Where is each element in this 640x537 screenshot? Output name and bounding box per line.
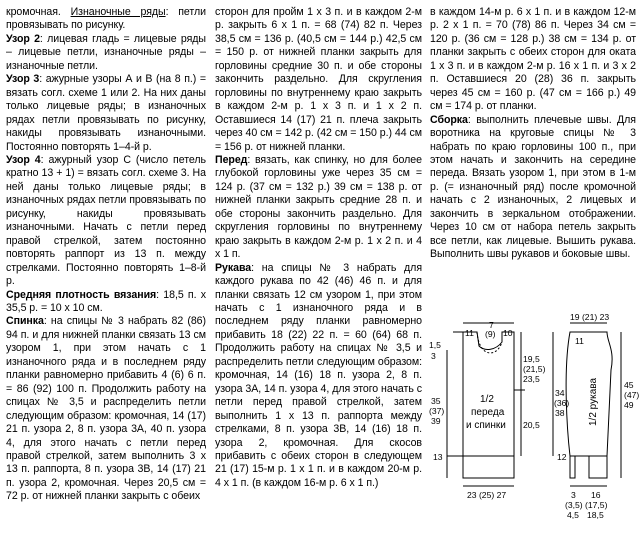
dim-label: 7 xyxy=(489,320,494,330)
paragraph-pattern1-end xyxy=(6,6,206,33)
dim-label: (21,5) xyxy=(523,364,546,374)
text: : 18,5 п. х 35,5 р. = 10 х 10 см. xyxy=(6,288,206,314)
section-heading: Узор 4 xyxy=(6,153,41,166)
text: : ажурный узор С (число петель кратно 13 + 1) = вязать согл. схеме 3. На ней даны только лицевые ряды; в изнаночных рядах петли провязывать по рисунку, накиды провязывать изнаночными. Начать с петли перед правой стрелкой, затем постоянно повторять раппорт из 13 п. между стрелками. Постоянно повторять 1–8-й р. xyxy=(6,153,206,288)
section-heading: Узор 2 xyxy=(6,32,40,45)
section-heading: Средняя плотность вязания xyxy=(6,288,157,301)
piece-label: и спинки xyxy=(466,420,506,431)
text: : на спицы № 3 набрать для каждого рукава по 42 (46) 46 п. и для планки связать 12 см узором 1, при этом начать с 1 изнаночного ряда и в последнем ряду планки равномерно прибавить 18 (22) 22 п. = 60 (64) 68 п. Продолжить работу на спицах № 3,5 и распределить петли следующим образом: кромочная, 14 (16) 18 п. узора 2, 8 п. узора 3А, 14 п. узора 4, для этого начать с петли перед правой стрелкой, затем выполнить 1 х 13 п. раппорта между стрелками, 8 п. узора 3В, 14 (16) 18 п. узора 2, кромочная. Для скосов прибавить с обеих сторон в следующем 21 (17) 15-м р. 1 х 1 п. и в каждом 20-м р. 4 х 1 п. (в каждом 16-м р. 6 х 1 п.) xyxy=(215,261,422,489)
dim-label: (36) xyxy=(554,398,570,408)
dim-label: 19 (21) 23 xyxy=(570,312,610,322)
text: : выполнить плечевые швы. Для воротника на круговые спицы № 3 набрать по краю горловины 100 п., при этом начать и закончить на середине переда. Вязать узором 1, при этом в 1-м р. (= изнаночный ряд) после кромочной начать с 2 изнаночных, 2 лицевых и закончить в зеркальном отображении. Через 10 см от набора петель закрыть все петли, как лицевые. Вышить рукава. Выполнить швы рукавов и боковые швы. xyxy=(430,113,636,261)
paragraph-sleeves-cont xyxy=(430,6,636,114)
dim-label: 19,5 xyxy=(523,354,540,364)
dim-label: 11 xyxy=(575,336,584,346)
text: : ажурные узоры А и В (на 8 п.) = вязать согл. схеме 1 или 2. На них даны только лицевые ряды; в изнаночных рядах петли провязывать по рисунку, накиды провязывать изнаночными. Постоянно повторять 1–4-й р. xyxy=(6,73,206,153)
text-column-2 xyxy=(215,6,422,490)
paragraph-back-cont xyxy=(215,6,422,154)
text: : петли провязывать по рисунку. xyxy=(6,6,206,32)
dim-label: (37) xyxy=(429,406,445,416)
dim-label: (17,5) xyxy=(585,500,608,510)
section-heading: Узор 3 xyxy=(6,73,40,86)
dim-label: 20,5 xyxy=(523,420,540,430)
paragraph-assembly xyxy=(430,114,636,262)
dim-label: 1,5 xyxy=(429,340,441,350)
dim-label: (9) xyxy=(485,329,496,339)
text-column-1 xyxy=(6,6,206,504)
underlined-term: Изнаночные ряды xyxy=(70,6,166,18)
section-heading: Сборка xyxy=(430,113,468,126)
dim-label: 3 xyxy=(431,351,436,361)
dim-label: (47) xyxy=(624,390,640,400)
dim-label: 49 xyxy=(624,400,634,410)
schematic-svg xyxy=(425,310,640,537)
dim-label: 16 xyxy=(591,490,601,500)
paragraph-sleeves xyxy=(215,262,422,491)
paragraph-pattern2 xyxy=(6,33,206,73)
section-heading: Спинка xyxy=(6,315,44,328)
piece-label: 1/2 xyxy=(480,394,494,405)
dim-label: 3 xyxy=(571,490,576,500)
text: кромочная. xyxy=(6,6,71,18)
text: : лицевая гладь = лицевые ряды – лицевые петли, изнаночные ряды – изнаночные петли. xyxy=(6,32,206,72)
dim-label: 35 xyxy=(431,396,441,406)
paragraph-gauge xyxy=(6,289,206,316)
paragraph-front xyxy=(215,154,422,262)
dim-label: (3,5) xyxy=(565,500,583,510)
dim-label: 11 xyxy=(465,328,474,338)
dim-label: 38 xyxy=(555,408,565,418)
section-heading: Перед xyxy=(215,153,248,166)
dim-label: 4,5 xyxy=(567,510,579,520)
paragraph-back xyxy=(6,315,206,503)
text-column-3 xyxy=(430,6,636,262)
pattern-schematic xyxy=(425,310,640,537)
dim-label: 10 xyxy=(503,328,513,338)
paragraph-pattern4 xyxy=(6,154,206,289)
piece-label: 1/2 рукава xyxy=(588,377,599,426)
piece-label: переда xyxy=(471,407,505,418)
text: сторон для пройм 1 х 3 п. и в каждом 2-м р. закрыть 6 х 1 п. = 68 (74) 82 п. Через 38,5 см = 136 р. (40,5 см = 144 р.) 42,5 см = 150 р. от нижней планки закрыть для горловины средние 30 п. и обе стороны закончить раздельно. Для скругления горловины по внутреннему краю закрыть в каждом 2-м р. 1 х 3 п. и 1 х 2 п. Оставшиеся 14 (17) 21 п. плеча закрыть через 40 см = 142 р. (42 см = 150 р.) 44 см = 156 р. от нижней планки. xyxy=(215,6,422,153)
text: : вязать, как спинку, но для более глубокой горловины уже через 35 см = 124 р. (37 см = 132 р.) 39 см = 138 р. от нижней планки закрыть средние 28 п. и обе стороны закончить раздельно. Для скругления горловины по внутреннему краю закрыть в каждом 2-м р. 1 х 2 п. и 4 х 1 п. xyxy=(215,153,422,261)
text: : на спицы № 3 набрать 82 (86) 94 п. и для нижней планки связать 13 см узором 1, при этом начать с 1 изнаночного ряда и в последнем ряду планки равномерно прибавить 4 (6) 6 п. = 86 (92) 100 п. Продолжить работу на спицах № 3,5 и распределить петли следующим образом: кромочная, 14 (17) 21 п. узора 2, 8 п. узора 3А, 40 п. узора 4, для этого начать с петли перед правой стрелкой, затем выполнить 3 х 13 п. раппорта, 8 п. узора 3В, 14 (17) 21 п. узора 2, кромочная. Через 20,5 см = 72 р. от нижней планки закрыть с обеих xyxy=(6,315,206,503)
text: в каждом 14-м р. 6 х 1 п. и в каждом 12-м р. 2 х 1 п. = 70 (78) 86 п. Через 34 см = 120 р. (36 см = 128 р.) 38 см = 134 р. от планки закрыть с обеих сторон для оката 1 х 3 п. и в каждом 2-м р. 16 х 1 п. и 3 х 2 п. Оставшиеся 20 (28) 36 п. закрыть через 45 см = 160 р. (47 см = 166 р.) 49 см = 174 р. от планки. xyxy=(430,6,636,113)
dim-label: 45 xyxy=(624,380,634,390)
dim-label: 23 (25) 27 xyxy=(467,490,507,500)
paragraph-pattern3 xyxy=(6,73,206,154)
section-heading: Рукава xyxy=(215,261,252,274)
dim-label: 13 xyxy=(433,452,443,462)
dim-label: 12 xyxy=(557,452,567,462)
dim-label: 34 xyxy=(555,388,565,398)
dim-label: 39 xyxy=(431,416,441,426)
dim-label: 23,5 xyxy=(523,374,540,384)
dim-label: 18,5 xyxy=(587,510,604,520)
